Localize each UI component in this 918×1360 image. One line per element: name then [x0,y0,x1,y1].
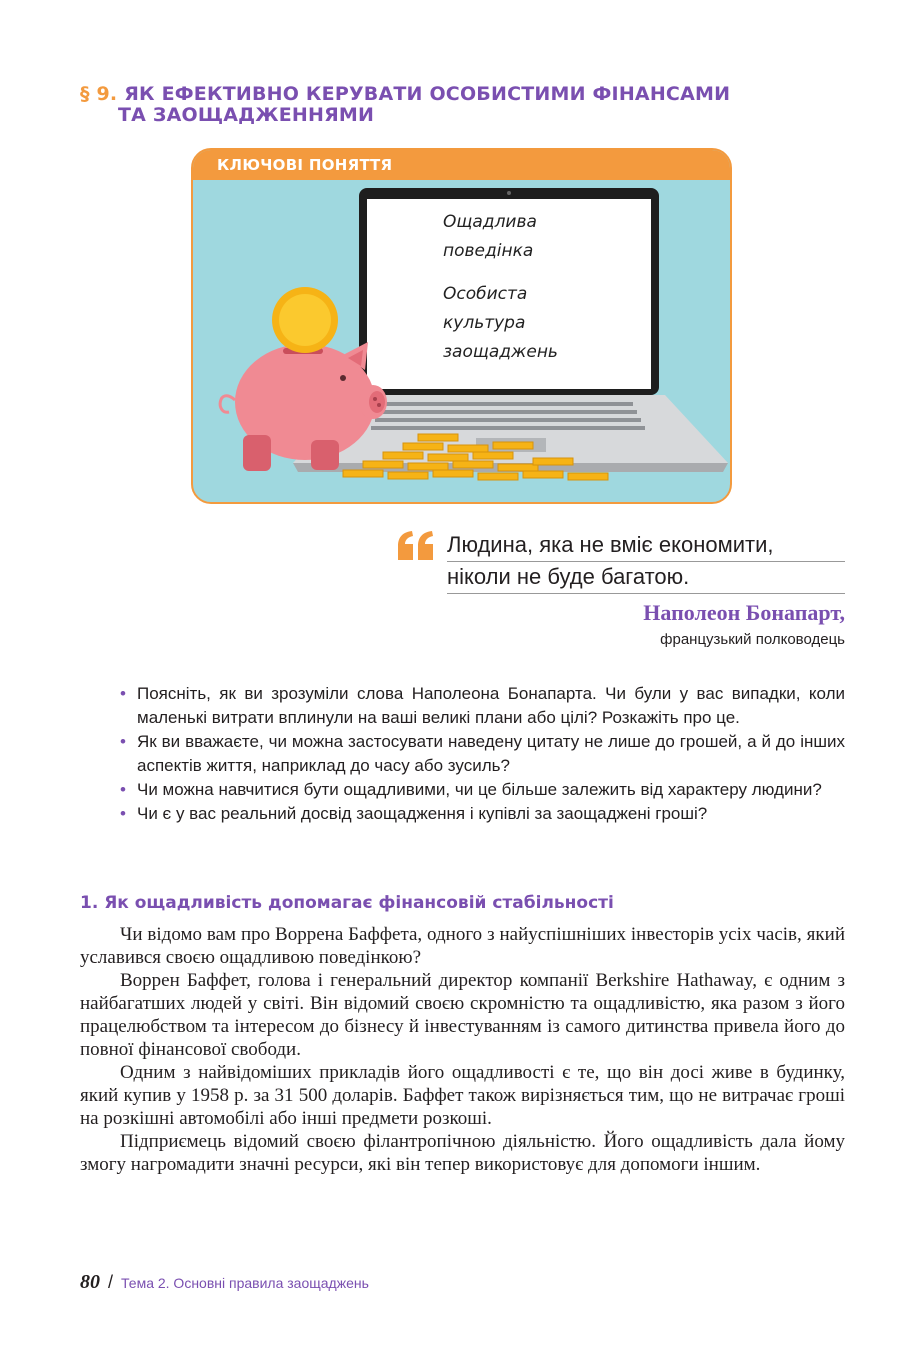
list-item: • Чи можна навчитися бути ощадливими, чи це більше залежить від характеру людини? [120,778,845,802]
footer-separator: / [108,1272,114,1292]
quote-author: Наполеон Бонапарт, [643,600,845,625]
bullet-icon: • [120,780,126,799]
quote-author-role: французький полководець [660,631,845,648]
quote-line-2: ніколи не буде багатою. [447,562,845,594]
paragraph: Підприємець відомий своєю філантропічною діяльністю. Його ощадливість дала йому змогу нагромадити значні ресурси, які він тепер використовує для допомоги іншим. [80,1131,845,1175]
bullet-icon: • [120,732,126,751]
laptop-screen-text [443,208,558,367]
concept-1-line-1: Ощадлива [443,212,537,232]
bullet-icon: • [120,804,126,823]
key-concepts-header: КЛЮЧОВІ ПОНЯТТЯ [193,150,730,180]
concept-1-line-2: поведінка [443,241,534,261]
concept-2-line-3: заощаджень [443,342,558,362]
concept-2-line-2: культура [443,313,526,333]
page-number: 80 [80,1271,100,1293]
footer-topic: Тема 2. Основні правила заощаджень [121,1275,369,1291]
subsection-title: 1. Як ощадливість допомагає фінансовій стабільності [80,893,614,913]
paragraph: Воррен Баффет, голова і генеральний директор компанії Berkshire Hathaway, є одним з найбагатших людей у світі. Він відомий своєю скромністю та ощадливістю, яка разом з його працелюбством та інтересом до бізнесу й інвестуванням із самого дитинства привела його до повної фінансової свободи. [80,970,845,1060]
quote-text [447,530,845,594]
section-number: § 9. [80,83,118,105]
section-title-line2: ТА ЗАОЩАДЖЕННЯМИ [118,104,375,126]
list-item: • Чи є у вас реальний досвід заощадження і купівлі за заощаджені гроші? [120,802,845,826]
key-concepts-panel [191,148,732,504]
paragraph: Чи відомо вам про Воррена Баффета, одного з найуспішніших інвесторів усіх часів, який уславився своєю ощадливою поведінкою? [80,924,845,968]
list-item: • Як ви вважаєте, чи можна застосувати наведену цитату не лише до грошей, а й до інших аспектів життя, наприклад до часу або зусиль? [120,732,845,775]
bullet-icon: • [120,684,126,703]
coin-icon [272,287,338,353]
list-item: • Поясніть, як ви зрозуміли слова Наполеона Бонапарта. Чи були у вас випадки, коли маленькі витрати вплинули на ваші великі плани або цілі? Розкажіть про це. [120,684,845,727]
quote-line-1: Людина, яка не вміє економити, [447,530,845,562]
page-footer [80,1271,369,1294]
questions-list [120,682,845,826]
paragraph: Одним з найвідоміших прикладів його ощадливості є те, що він досі живе в будинку, який купив у 1958 р. за 31 500 доларів. Баффет також вирізняється тим, що не витрачає гроші на розкішні автомобілі або інші предмети розкоші. [80,1062,845,1129]
section-heading [80,84,840,126]
subsection-body [80,923,845,1176]
quote-mark-icon [396,530,436,560]
concept-2-line-1: Особиста [443,284,528,304]
section-title-line1: ЯК ЕФЕКТИВНО КЕРУВАТИ ОСОБИСТИМИ ФІНАНСАМИ [124,83,731,105]
